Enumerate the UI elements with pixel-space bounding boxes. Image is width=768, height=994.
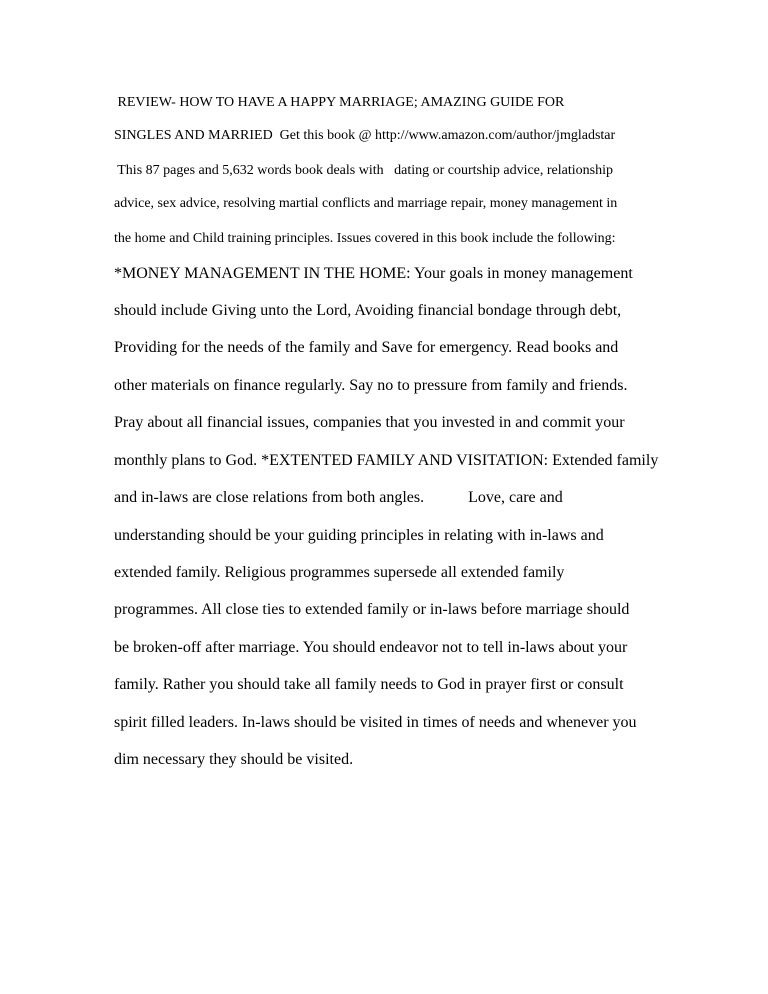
- body-text-line: family. Rather you should take all family needs to God in prayer first or consult: [114, 676, 624, 693]
- body-text-line: understanding should be your guiding principles in relating with in-laws and: [114, 527, 604, 544]
- body-text-line: programmes. All close ties to extended family or in-laws before marriage should: [114, 601, 630, 618]
- body-text-line: Pray about all financial issues, companies that you invested in and commit your: [114, 414, 625, 431]
- body-text-line: be broken-off after marriage. You should endeavor not to tell in-laws about your: [114, 639, 628, 656]
- review-title-line-2: SINGLES AND MARRIED Get this book @ http://www.amazon.com/author/jmgladstar: [114, 128, 616, 143]
- body-text-line: advice, sex advice, resolving martial conflicts and marriage repair, money management in: [114, 196, 618, 211]
- money-management-line: *MONEY MANAGEMENT IN THE HOME: Your goals in money management: [114, 265, 633, 282]
- review-title-line: REVIEW- HOW TO HAVE A HAPPY MARRIAGE; AMAZING GUIDE FOR: [114, 95, 565, 110]
- body-text-line: the home and Child training principles. Issues covered in this book include the following:: [114, 231, 616, 246]
- body-text-line: should include Giving unto the Lord, Avoiding financial bondage through debt,: [114, 302, 622, 319]
- body-text-line: and in-laws are close relations from both angles. Love, care and: [114, 489, 563, 506]
- extended-family-line: monthly plans to God. *EXTENTED FAMILY AND VISITATION: Extended family: [114, 452, 659, 469]
- body-text-line: This 87 pages and 5,632 words book deals with dating or courtship advice, relationship: [114, 163, 613, 178]
- body-text-line: Providing for the needs of the family and Save for emergency. Read books and: [114, 339, 619, 356]
- body-text-line: dim necessary they should be visited.: [114, 751, 354, 768]
- body-text-line: other materials on finance regularly. Say no to pressure from family and friends.: [114, 377, 628, 394]
- body-text-line: spirit filled leaders. In-laws should be visited in times of needs and whenever you: [114, 714, 637, 731]
- body-text-line: extended family. Religious programmes supersede all extended family: [114, 564, 565, 581]
